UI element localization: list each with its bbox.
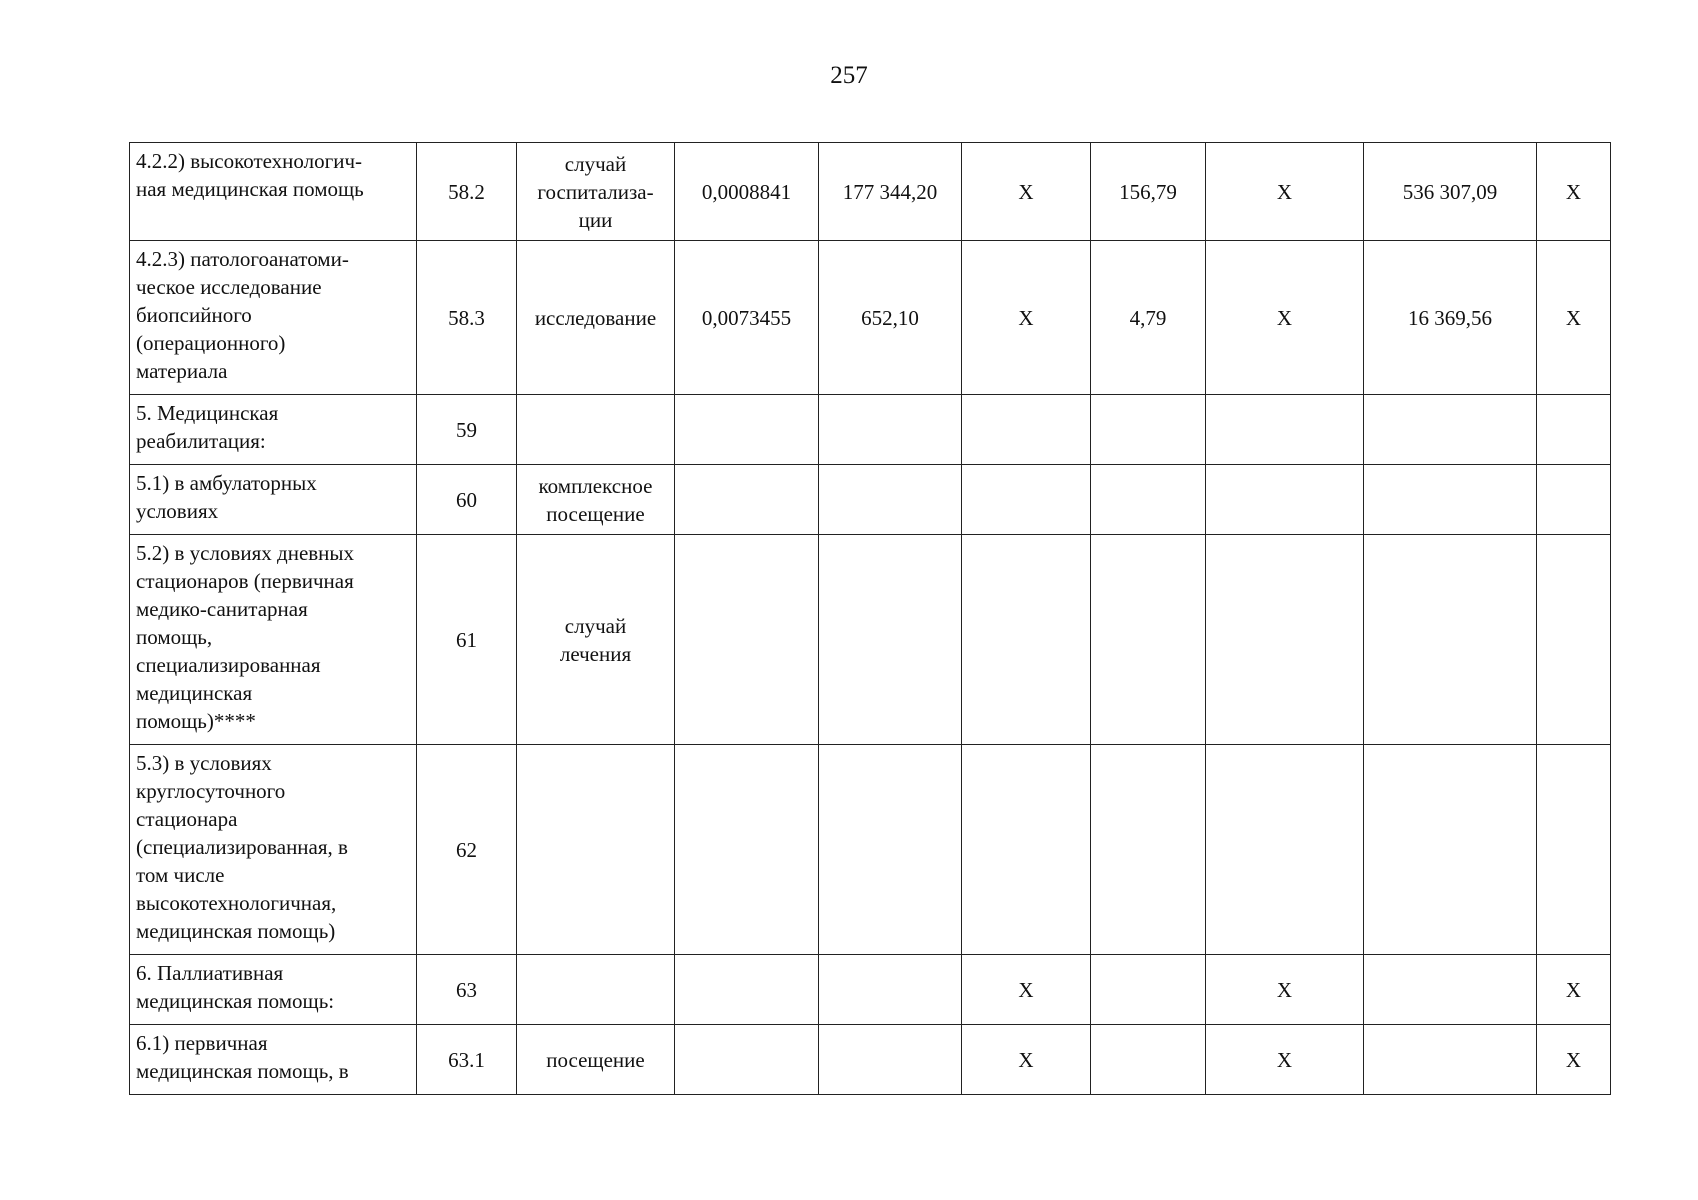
row-unit: случай госпитализа- ции	[517, 143, 675, 241]
row-description: 5. Медицинская реабилитация:	[130, 395, 417, 465]
cell-c6: X	[962, 241, 1091, 395]
cell-c10	[1537, 395, 1611, 465]
cell-c5	[819, 955, 962, 1025]
cell-c9: 536 307,09	[1364, 143, 1537, 241]
row-description: 5.3) в условиях круглосуточного стационара (специализированная, в том числе высокотехнологичная, медицинская помощь)	[130, 745, 417, 955]
table-row	[130, 241, 1611, 395]
cell-c10: X	[1537, 143, 1611, 241]
row-unit	[517, 955, 675, 1025]
cell-c4	[675, 535, 819, 745]
cell-c9	[1364, 1025, 1537, 1095]
row-unit: комплексное посещение	[517, 465, 675, 535]
cell-c8: X	[1206, 955, 1364, 1025]
cell-c8	[1206, 745, 1364, 955]
cell-c4	[675, 395, 819, 465]
cell-c8: X	[1206, 1025, 1364, 1095]
cell-c8	[1206, 465, 1364, 535]
cell-c9	[1364, 955, 1537, 1025]
page-number: 257	[830, 62, 868, 89]
cell-c9	[1364, 535, 1537, 745]
cell-c9: 16 369,56	[1364, 241, 1537, 395]
table-row	[130, 465, 1611, 535]
row-number: 61	[417, 535, 517, 745]
row-number: 58.3	[417, 241, 517, 395]
financing-table	[129, 142, 1611, 1095]
row-unit: исследование	[517, 241, 675, 395]
row-unit: посещение	[517, 1025, 675, 1095]
cell-c4: 0,0008841	[675, 143, 819, 241]
cell-c6	[962, 535, 1091, 745]
cell-c7: 4,79	[1091, 241, 1206, 395]
cell-c10: X	[1537, 1025, 1611, 1095]
cell-c6: X	[962, 1025, 1091, 1095]
cell-c10: X	[1537, 241, 1611, 395]
cell-c6	[962, 465, 1091, 535]
table-row	[130, 1025, 1611, 1095]
cell-c6: X	[962, 143, 1091, 241]
row-description: 6.1) первичная медицинская помощь, в	[130, 1025, 417, 1095]
cell-c7	[1091, 535, 1206, 745]
cell-c7: 156,79	[1091, 143, 1206, 241]
row-number: 63.1	[417, 1025, 517, 1095]
row-description: 4.2.3) патологоанатоми- ческое исследование биопсийного (операционного) материала	[130, 241, 417, 395]
cell-c4	[675, 465, 819, 535]
table-row	[130, 745, 1611, 955]
cell-c6	[962, 745, 1091, 955]
cell-c7	[1091, 1025, 1206, 1095]
row-unit	[517, 395, 675, 465]
cell-c6	[962, 395, 1091, 465]
cell-c9	[1364, 745, 1537, 955]
cell-c5: 177 344,20	[819, 143, 962, 241]
cell-c5	[819, 535, 962, 745]
cell-c8	[1206, 395, 1364, 465]
cell-c10	[1537, 745, 1611, 955]
cell-c7	[1091, 955, 1206, 1025]
cell-c5	[819, 1025, 962, 1095]
cell-c8	[1206, 535, 1364, 745]
row-number: 62	[417, 745, 517, 955]
table-row	[130, 143, 1611, 241]
row-number: 58.2	[417, 143, 517, 241]
table-row	[130, 955, 1611, 1025]
table-row	[130, 535, 1611, 745]
cell-c4: 0,0073455	[675, 241, 819, 395]
row-number: 63	[417, 955, 517, 1025]
row-unit: случай лечения	[517, 535, 675, 745]
cell-c10: X	[1537, 955, 1611, 1025]
row-description: 5.2) в условиях дневных стационаров (первичная медико-санитарная помощь, специализированная медицинская помощь)****	[130, 535, 417, 745]
row-description: 5.1) в амбулаторных условиях	[130, 465, 417, 535]
cell-c4	[675, 1025, 819, 1095]
cell-c5	[819, 745, 962, 955]
row-number: 59	[417, 395, 517, 465]
cell-c10	[1537, 465, 1611, 535]
cell-c5	[819, 395, 962, 465]
cell-c6: X	[962, 955, 1091, 1025]
cell-c5	[819, 465, 962, 535]
row-description: 4.2.2) высокотехнологич- ная медицинская помощь	[130, 143, 417, 241]
cell-c4	[675, 955, 819, 1025]
row-description: 6. Паллиативная медицинская помощь:	[130, 955, 417, 1025]
cell-c8: X	[1206, 241, 1364, 395]
row-unit	[517, 745, 675, 955]
row-number: 60	[417, 465, 517, 535]
cell-c5: 652,10	[819, 241, 962, 395]
cell-c4	[675, 745, 819, 955]
cell-c9	[1364, 395, 1537, 465]
cell-c7	[1091, 745, 1206, 955]
table-row	[130, 395, 1611, 465]
cell-c9	[1364, 465, 1537, 535]
cell-c10	[1537, 535, 1611, 745]
cell-c7	[1091, 465, 1206, 535]
cell-c8: X	[1206, 143, 1364, 241]
cell-c7	[1091, 395, 1206, 465]
